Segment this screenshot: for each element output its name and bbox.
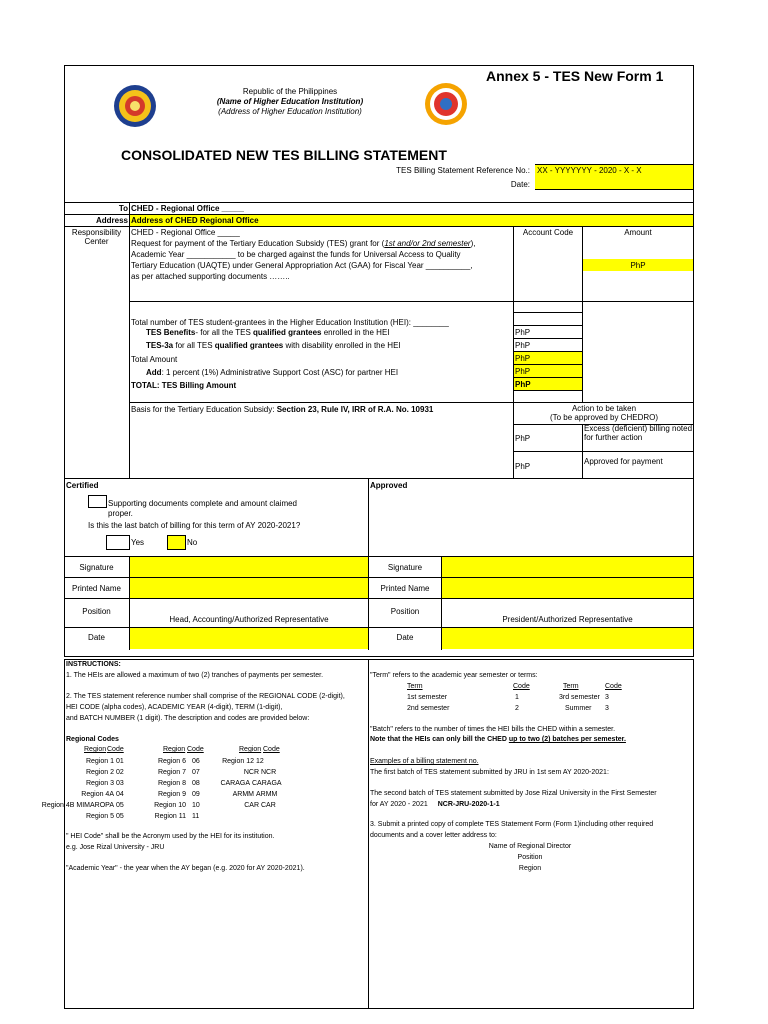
term-2-code: 2 [515,705,519,712]
academic-year-def: "Academic Year" - the year when the AY began (e.g. 2020 for AY 2020-2021). [66,865,305,872]
right-position-value: President/Authorized Representative [502,615,633,624]
tes3a-php: PhP [515,341,531,350]
request-line-3: Academic Year ___________ to be charged against the funds for Universal Access to Quality [131,250,461,259]
term-3-code: 3 [605,694,609,701]
region-c-name-2: CARAGA [220,780,250,787]
action-title: Action to be taken [571,404,637,413]
region-a-name-0: Region 1 [85,758,114,765]
hei-name: (Name of Higher Education Institution) [216,97,364,106]
to-value: CHED - Regional Office _____ [131,204,244,213]
term-def: "Term" refers to the academic year semester or terms: [370,672,538,679]
republic-text: Republic of the Philippines [242,87,338,96]
hei-code-example: e.g. Jose Rizal University - JRU [66,844,165,851]
left-position-label: Position [82,607,111,616]
region-b-code-2: 08 [192,780,200,787]
batch-def: "Batch" refers to the number of times the HEI bills the CHED within a semester. [370,726,616,733]
right-position-label: Position [390,607,420,616]
request-line-4: Tertiary Education (UAQTE) under General Appropriation Act (GAA) for Fiscal Year __________, [131,261,473,270]
total-amount-line: Total Amount [131,355,178,364]
excess-note-1: Excess (deficient) billing noted [584,424,693,433]
yes-label: Yes [131,538,145,547]
tes-benefits-line: TES Benefits- for all the TES qualified grantees enrolled in the HEI [146,328,390,337]
col-b-region-header: Region [163,746,186,753]
total-billing-php: PhP [515,380,531,389]
example-2a: The second batch of TES statement submitted by Jose Rizal University in the First Semester [370,790,657,797]
action-subtitle: (To be approved by CHEDRO) [549,413,659,422]
address-value: Address of CHED Regional Office [131,216,259,225]
total-billing-line: TOTAL: TES Billing Amount [131,381,237,390]
region-b-name-1: Region 7 [157,769,186,776]
region-a-code-2: 03 [116,780,124,787]
no-checkbox[interactable] [167,535,186,550]
col-a-region-header: Region [84,746,107,753]
region-c-code-3: ARMM [256,791,278,798]
supporting-docs-checkbox[interactable] [88,495,107,508]
supporting-docs-text-2: proper. [108,509,133,518]
example-2b: for AY 2020 - 2021 NCR-JRU-2020-1-1 [370,801,500,808]
region-b-code-0: 06 [192,758,200,765]
yes-checkbox[interactable] [106,535,130,550]
reference-value: XX - YYYYYYY - 2020 - X - X [537,166,642,175]
approved-php: PhP [515,462,531,471]
instruction-2c: and BATCH NUMBER (1 digit). The description and codes are provided below: [66,715,310,722]
request-line-5: as per attached supporting documents …….. [131,272,290,281]
region-a-name-1: Region 2 [85,769,114,776]
region-b-name-0: Region 6 [157,758,186,765]
address-line-1: Name of Regional Director [488,843,572,850]
region-b-code-3: 09 [192,791,200,798]
region-c-name-1: NCR [243,769,259,776]
center-label: Center [84,237,109,246]
benefits-php: PhP [515,328,531,337]
annex-label: Annex 5 - TES New Form 1 [486,68,664,84]
instruction-3a: 3. Submit a printed copy of complete TES Statement Form (Form 1)including other required [370,821,654,828]
examples-title: Examples of a billing statement no. [370,758,479,765]
region-c-code-2: CARAGA [252,780,282,787]
account-code-header: Account Code [522,228,574,237]
left-position-value: Head, Accounting/Authorized Representative [169,615,329,624]
region-c-name-0: Region 12 [222,758,254,765]
address-line-3: Region [518,865,542,872]
date-field[interactable] [535,177,693,190]
excess-php: PhP [515,434,531,443]
left-printed-name-label: Printed Name [72,584,121,593]
responsibility-label: Responsibility [71,228,122,237]
right-printed-name-label: Printed Name [380,584,430,593]
to-label: To [118,204,128,213]
term-3: 3rd semester [559,694,600,701]
tes-3a-line: TES-3a for all TES qualified grantees with disability enrolled in the HEI [146,341,401,350]
example-1: The first batch of TES statement submitted by JRU in 1st sem AY 2020-2021: [370,769,609,776]
left-printed-name-field[interactable] [130,578,368,598]
excess-note-2: for further action [584,433,643,442]
term-2: 2nd semester [407,705,450,712]
last-batch-question: Is this the last batch of billing for this term of AY 2020-2021? [88,521,301,530]
region-c-code-0: 12 [256,758,264,765]
instruction-3b: documents and a cover letter address to: [370,832,497,839]
address-line-2: Position [517,854,543,861]
hei-code-def: " HEI Code" shall be the Acronym used by the HEI for its institution. [66,833,275,840]
term-1: 1st semester [407,694,448,701]
approved-payment: Approved for payment [584,457,663,466]
basis-line: Basis for the Tertiary Education Subsidy: Section 23, Rule IV, IRR of R.A. No. 10931 [131,405,434,414]
hei-address: (Address of Higher Education Institution) [218,107,362,116]
right-date-label: Date [396,633,414,642]
date-label: Date: [510,180,530,189]
total-amount-php: PhP [515,354,531,363]
instruction-1: 1. The HEIs are allowed a maximum of two (2) tranches of payments per semester. [66,672,324,679]
region-b-code-1: 07 [192,769,200,776]
ched-seal-logo [113,84,157,128]
right-printed-name-field[interactable] [442,578,693,598]
left-date-field[interactable] [130,628,368,649]
instruction-2b: HEI CODE (alpha codes), ACADEMIC YEAR (4-digit), TERM (1-digit), [66,704,283,711]
term-col-header-2: Term [563,683,579,690]
region-c-name-4: CAR [244,802,259,809]
region-a-code-1: 02 [116,769,124,776]
amount-php: PhP [630,261,646,270]
address-label: Address [95,216,128,225]
regional-codes-title: Regional Codes [66,736,119,743]
left-date-label: Date [88,633,105,642]
region-a-name-2: Region 3 [85,780,114,787]
region-a-code-0: 01 [116,758,124,765]
term-4-code: 3 [605,705,609,712]
right-signature-field[interactable] [442,557,693,577]
region-a-code-4: 05 [116,802,124,809]
col-c-code-header: Code [263,746,280,753]
batch-note: Note that the HEIs can only bill the CHED up to two (2) batches per semester. [370,736,626,743]
col-a-code-header: Code [107,746,124,753]
region-b-code-5: 11 [192,813,200,820]
region-b-name-2: Region 8 [157,780,186,787]
right-date-field[interactable] [442,628,693,649]
page-title: CONSOLIDATED NEW TES BILLING STATEMENT [121,147,447,163]
region-b-name-5: Region 11 [154,813,186,820]
no-label: No [187,538,198,547]
asc-php: PhP [515,367,531,376]
supporting-docs-text: Supporting documents complete and amount claimed [108,499,297,508]
region-b-code-4: 10 [192,802,200,809]
region-c-code-4: CAR [261,802,276,809]
region-a-name-5: Region 5 [85,813,114,820]
amount-header: Amount [624,228,652,237]
region-a-code-3: 04 [116,791,124,798]
reference-label: TES Billing Statement Reference No.: [396,166,530,175]
request-line-1: CHED - Regional Office _____ [131,228,240,237]
instructions-title: INSTRUCTIONS: [66,661,121,668]
region-a-name-4: Region 4B MIMAROPA [41,802,114,809]
total-grantees-line: Total number of TES student-grantees in the Higher Education Institution (HEI): ________ [131,318,449,327]
tes-seal-logo [424,82,468,126]
col-c-region-header: Region [239,746,262,753]
approved-label: Approved [370,481,408,490]
col-b-code-header: Code [187,746,204,753]
term-1-code: 1 [515,694,519,701]
term-col-header-1: Term [407,683,423,690]
region-c-code-1: NCR [261,769,277,776]
region-b-name-4: Region 10 [154,802,186,809]
asc-line: Add: 1 percent (1%) Administrative Support Cost (ASC) for partner HEI [146,368,399,377]
left-signature-field[interactable] [130,557,368,577]
region-b-name-3: Region 9 [157,791,186,798]
code-col-header-1: Code [513,683,530,690]
left-signature-label: Signature [79,563,114,572]
right-signature-label: Signature [387,563,423,572]
region-c-name-3: ARMM [232,791,254,798]
request-line-2: Request for payment of the Tertiary Education Subsidy (TES) grant for (1st and/or 2nd semester), [131,239,476,248]
certified-label: Certified [66,481,99,490]
region-a-code-5: 05 [116,813,124,820]
instruction-2a: 2. The TES statement reference number shall comprise of the REGIONAL CODE (2-digit), [66,693,345,700]
code-col-header-2: Code [605,683,622,690]
term-4: Summer [565,705,592,712]
region-a-name-3: Region 4A [81,791,114,798]
